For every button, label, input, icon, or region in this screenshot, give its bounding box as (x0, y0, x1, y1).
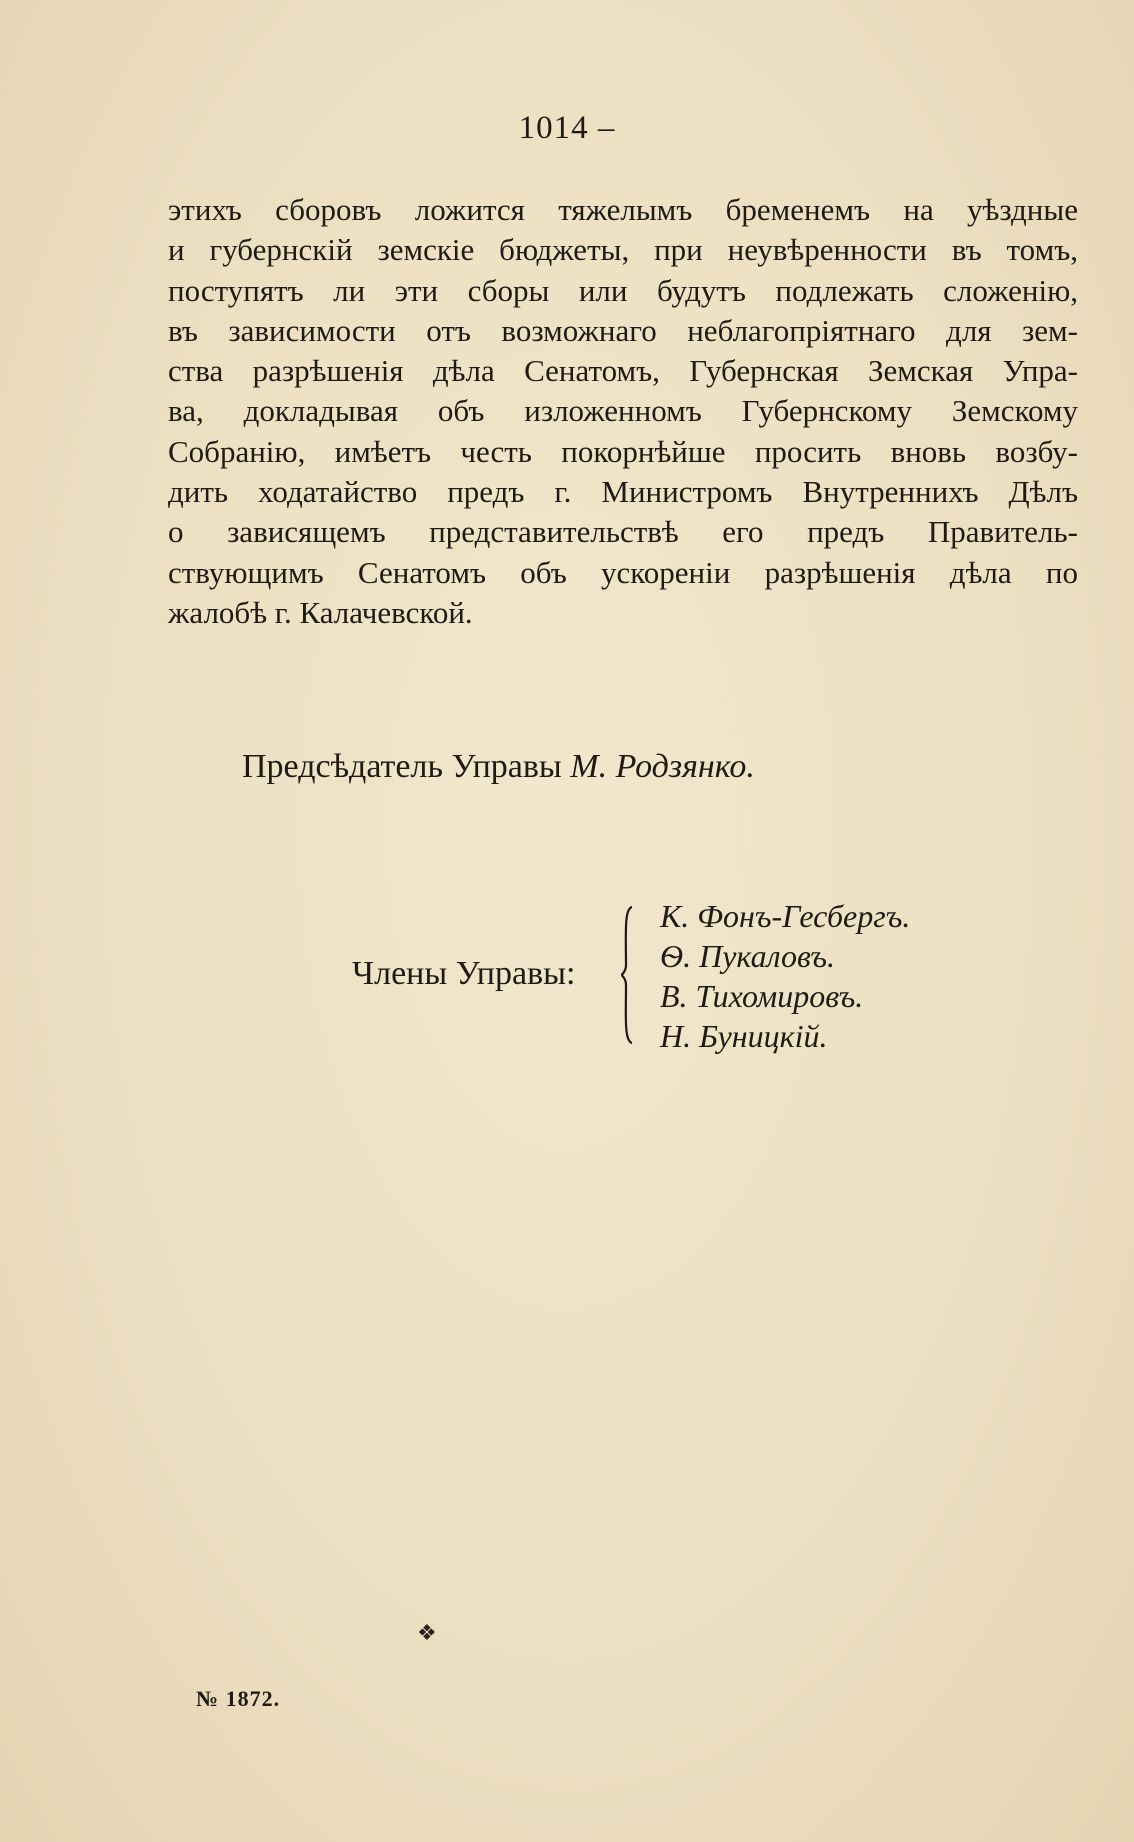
paragraph-line: и губернскій земскіе бюджеты, при неувѣренности въ томъ, (168, 232, 1078, 268)
paragraph-line: ства разрѣшенія дѣла Сенатомъ, Губернская Земская Упра- (168, 353, 1078, 389)
paragraph-line: Собранію, имѣетъ честь покорнѣйше просить вновь возбу- (168, 433, 1078, 469)
members-list (660, 896, 910, 1056)
paragraph-line: ва, докладывая объ изложенномъ Губернскому Земскому (168, 393, 1078, 429)
member-name: Н. Буницкій. (660, 1018, 828, 1054)
member-name: К. Фонъ-Гесбергъ. (660, 898, 911, 934)
paragraph-line: о зависящемъ представительствѣ его предъ Правитель- (168, 514, 1078, 550)
paragraph-line: ствующимъ Сенатомъ объ ускореніи разрѣшенія дѣла по (168, 554, 1078, 590)
members-label: Члены Управы: (352, 955, 576, 992)
paragraph-line: въ зависимости отъ возможнаго неблагопріятнаго для зем- (168, 312, 1078, 348)
paragraph-line: жалобѣ г. Калачевской. (168, 594, 473, 630)
footer-number: № 1872. (196, 1686, 281, 1711)
chairman-label: Предсѣдатель Управы (242, 748, 562, 785)
member-name: Ѳ. Пукаловъ. (660, 938, 836, 974)
paragraph-line: этихъ сборовъ ложится тяжелымъ бременемъ на уѣздные (168, 192, 1078, 227)
ornament-icon: ❖ (417, 1620, 437, 1645)
body-paragraph (168, 190, 1078, 633)
chairman-signature-line (242, 748, 755, 786)
curly-brace-icon (620, 905, 634, 1045)
page-number: 1014 – (518, 110, 616, 146)
paragraph-line: дить ходатайство предъ г. Министромъ Внутреннихъ Дѣлъ (168, 474, 1078, 510)
paragraph-line: поступятъ ли эти сборы или будутъ подлежать сложенію, (168, 272, 1078, 308)
member-name: В. Тихомировъ. (660, 978, 864, 1014)
chairman-name: М. Родзянко. (570, 748, 755, 785)
